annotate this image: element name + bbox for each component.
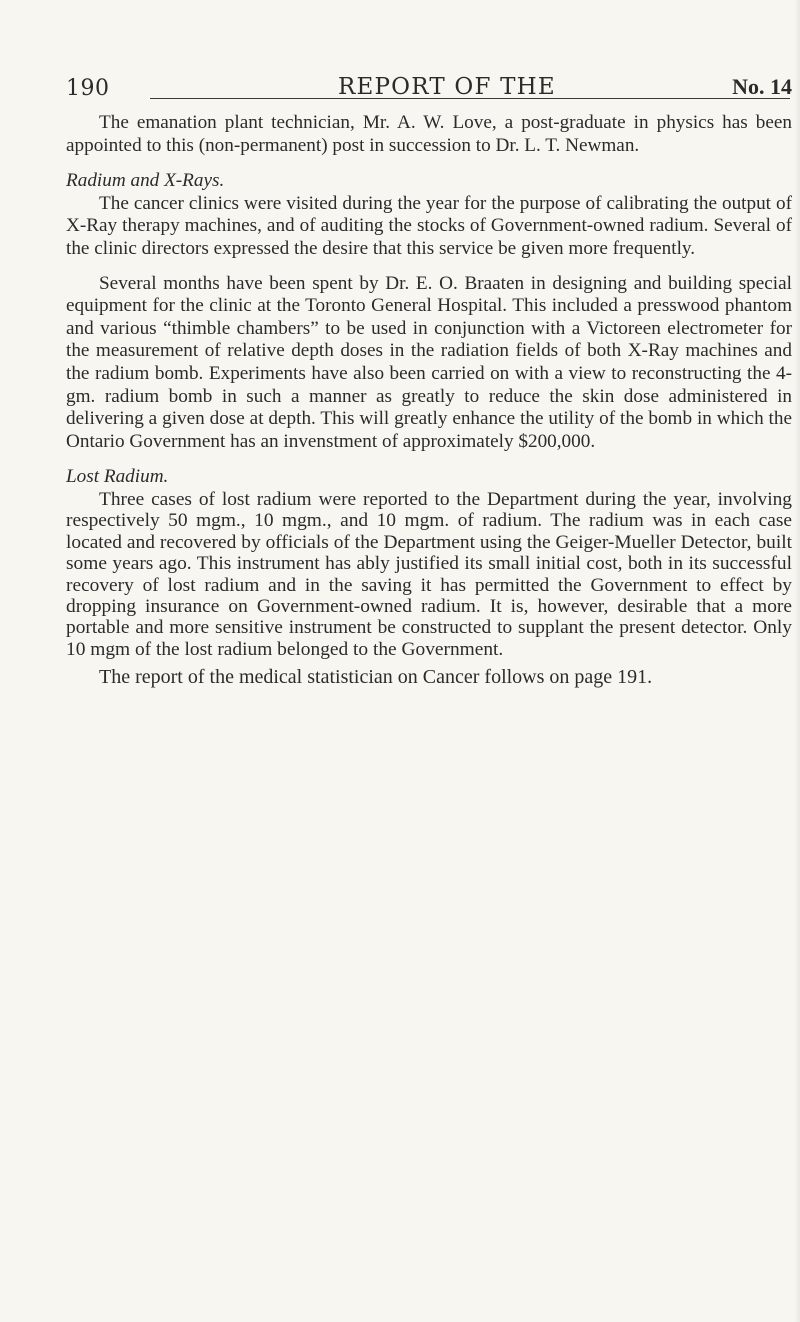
section-heading-lost-radium: Lost Radium. xyxy=(66,466,169,488)
section-heading-radium-xrays: Radium and X-Rays. xyxy=(66,170,225,192)
page-header xyxy=(66,74,792,108)
report-number: No. 14 xyxy=(732,74,792,99)
header-rule xyxy=(150,98,790,99)
paragraph-cancer-clinics: The cancer clinics were visited during the year for the purpose of calibrating the output of X-Ray therapy machines, and of auditing the stocks of Government-owned radium. Several of the clinic directors expressed the desire that this service be given more frequently. xyxy=(66,192,792,259)
document-body xyxy=(66,112,792,689)
paragraph-braaten-equipment: Several months have been spent by Dr. E. O. Braaten in designing and building special equipment for the clinic at the Toronto General Hospital. This included a presswood phantom and various “thimble chambers” to be used in conjunction with a Victoreen electrometer for the measurement of relative depth doses in the radiation fields of both X-Ray machines and the radium bomb. Experiments have also been carried on with a view to reconstructing the 4-gm. radium bomb in such a manner as greatly to reduce the skin dose administered in delivering a given dose at depth. This will greatly enhance the utility of the bomb in which the Ontario Government has an invenstment of approximately $200,000. xyxy=(66,272,792,452)
paragraph-closing-note: The report of the medical statistician on Cancer follows on page 191. xyxy=(99,666,653,689)
paragraph-lost-radium: Three cases of lost radium were reported to the Department during the year, involving respectively 50 mgm., 10 mgm., and 10 mgm. of radium. The radium was in each case located and recovered by officials of the Department using the Geiger-Mueller Detector, built some years ago. This instrument has ably justified its small initial cost, both in its successful recovery of lost radium and in the saving it has permitted the Government to effect by dropping insurance on Government-owned radium. It is, however, desirable that a more portable and more sensitive instrument be constructed to supplant the present detector. Only 10 mgm of the lost radium belonged to the Government. xyxy=(66,488,792,660)
page-edge-shadow xyxy=(794,0,800,1322)
running-title: REPORT OF THE xyxy=(338,74,556,100)
page-number: 190 xyxy=(66,76,110,101)
paragraph-technician: The emanation plant technician, Mr. A. W. Love, a post-graduate in physics has been appointed to this (non-permanent) post in succession to Dr. L. T. Newman. xyxy=(66,112,792,156)
